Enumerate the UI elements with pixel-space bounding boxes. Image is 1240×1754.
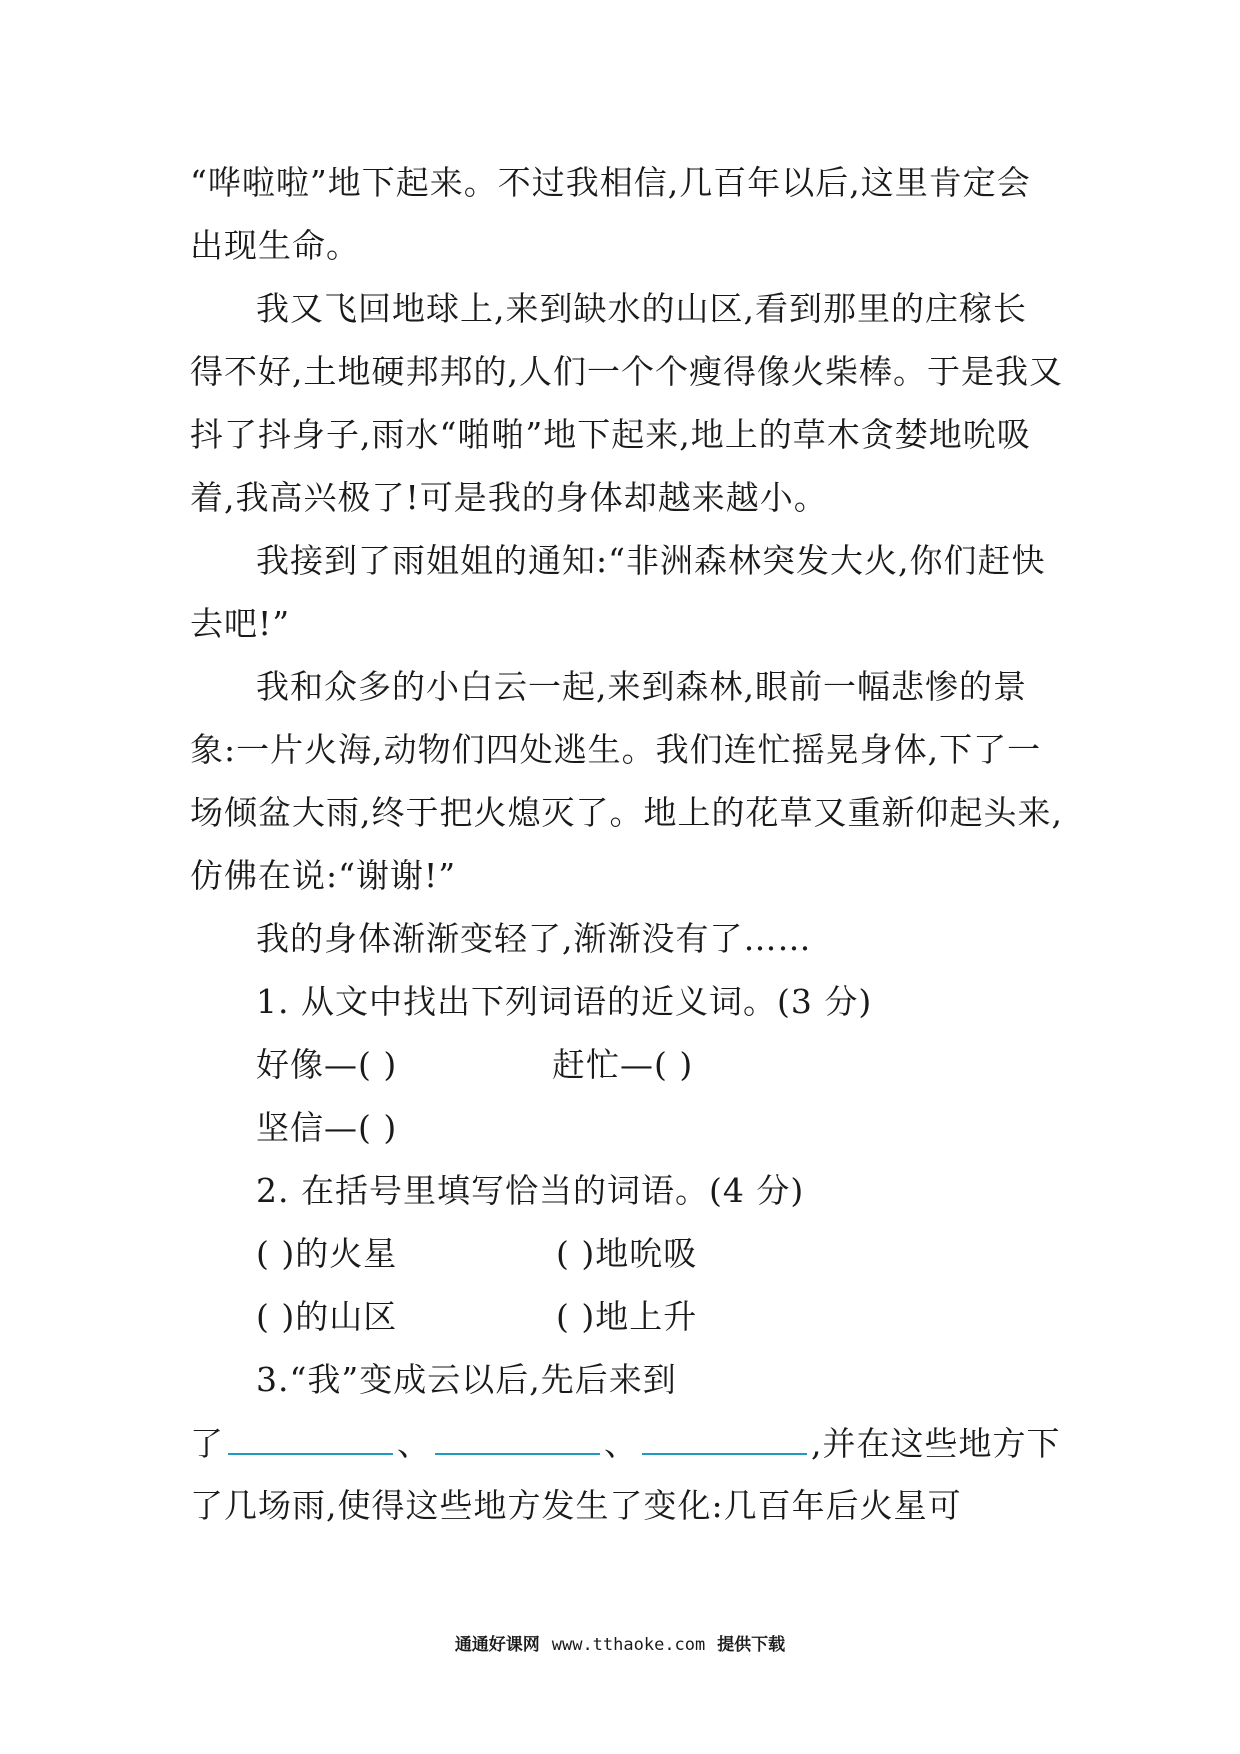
passage-line: 得不好,土地硬邦邦的,人们一个个瘦得像火柴棒。于是我又 [190, 352, 1063, 391]
passage-line: 仿佛在说:“谢谢!” [190, 856, 457, 895]
question-3-fill-line [190, 1423, 1061, 1464]
q3-text-post: ,并在这些地方下 [811, 1424, 1061, 1463]
q2-answer-shangsheng[interactable]: ( )地上升 [556, 1297, 698, 1336]
passage-line: 我接到了雨姐姐的通知:“非洲森林突发大火,你们赶快 [256, 541, 1046, 580]
footer-url-link[interactable]: www.tthaoke.com [551, 1635, 706, 1655]
q3-blank-3[interactable] [642, 1423, 807, 1455]
q3-blank-2[interactable] [435, 1423, 600, 1455]
passage-line: 场倾盆大雨,终于把火熄灭了。地上的花草又重新仰起头来, [190, 793, 1063, 832]
passage-line: 抖了抖身子,雨水“啪啪”地下起来,地上的草木贪婪地吮吸 [190, 415, 1031, 454]
passage-line: “哗啦啦”地下起来。不过我相信,几百年以后,这里肯定会 [190, 163, 1031, 202]
question-1-title: 1. 从文中找出下列词语的近义词。(3 分) [256, 982, 873, 1021]
passage-line: 我和众多的小白云一起,来到森林,眼前一幅悲惨的景 [256, 667, 1027, 706]
question-3-title: 3.“我”变成云以后,先后来到 [256, 1360, 677, 1399]
q1-answer-jianxin[interactable]: 坚信—( ) [256, 1108, 398, 1147]
footer-site-name: 通通好课网 [454, 1635, 540, 1655]
q3-separator: 、 [604, 1424, 638, 1463]
page-footer [0, 1630, 1240, 1655]
passage-line: 我的身体渐渐变轻了,渐渐没有了…… [256, 919, 812, 958]
q1-answer-ganmang[interactable]: 赶忙—( ) [552, 1045, 694, 1084]
q2-answer-shunxi[interactable]: ( )地吮吸 [556, 1234, 698, 1273]
q3-blank-1[interactable] [228, 1423, 393, 1455]
passage-line: 去吧!” [190, 604, 291, 643]
footer-suffix: 提供下载 [717, 1635, 786, 1655]
passage-line: 着,我高兴极了!可是我的身体却越来越小。 [190, 478, 828, 517]
q3-text-pre: 了 [190, 1424, 224, 1463]
q2-answer-huoxing[interactable]: ( )的火星 [256, 1234, 398, 1273]
q2-answer-shanqu[interactable]: ( )的山区 [256, 1297, 398, 1336]
question-3-line-2: 了几场雨,使得这些地方发生了变化:几百年后火星可 [190, 1486, 962, 1525]
question-2-title: 2. 在括号里填写恰当的词语。(4 分) [256, 1171, 805, 1210]
passage-line: 出现生命。 [190, 226, 360, 265]
passage-line: 我又飞回地球上,来到缺水的山区,看到那里的庄稼长 [256, 289, 1027, 328]
passage-line: 象:一片火海,动物们四处逃生。我们连忙摇晃身体,下了一 [190, 730, 1042, 769]
q1-answer-haoxiang[interactable]: 好像—( ) [256, 1045, 398, 1084]
q3-separator: 、 [397, 1424, 431, 1463]
